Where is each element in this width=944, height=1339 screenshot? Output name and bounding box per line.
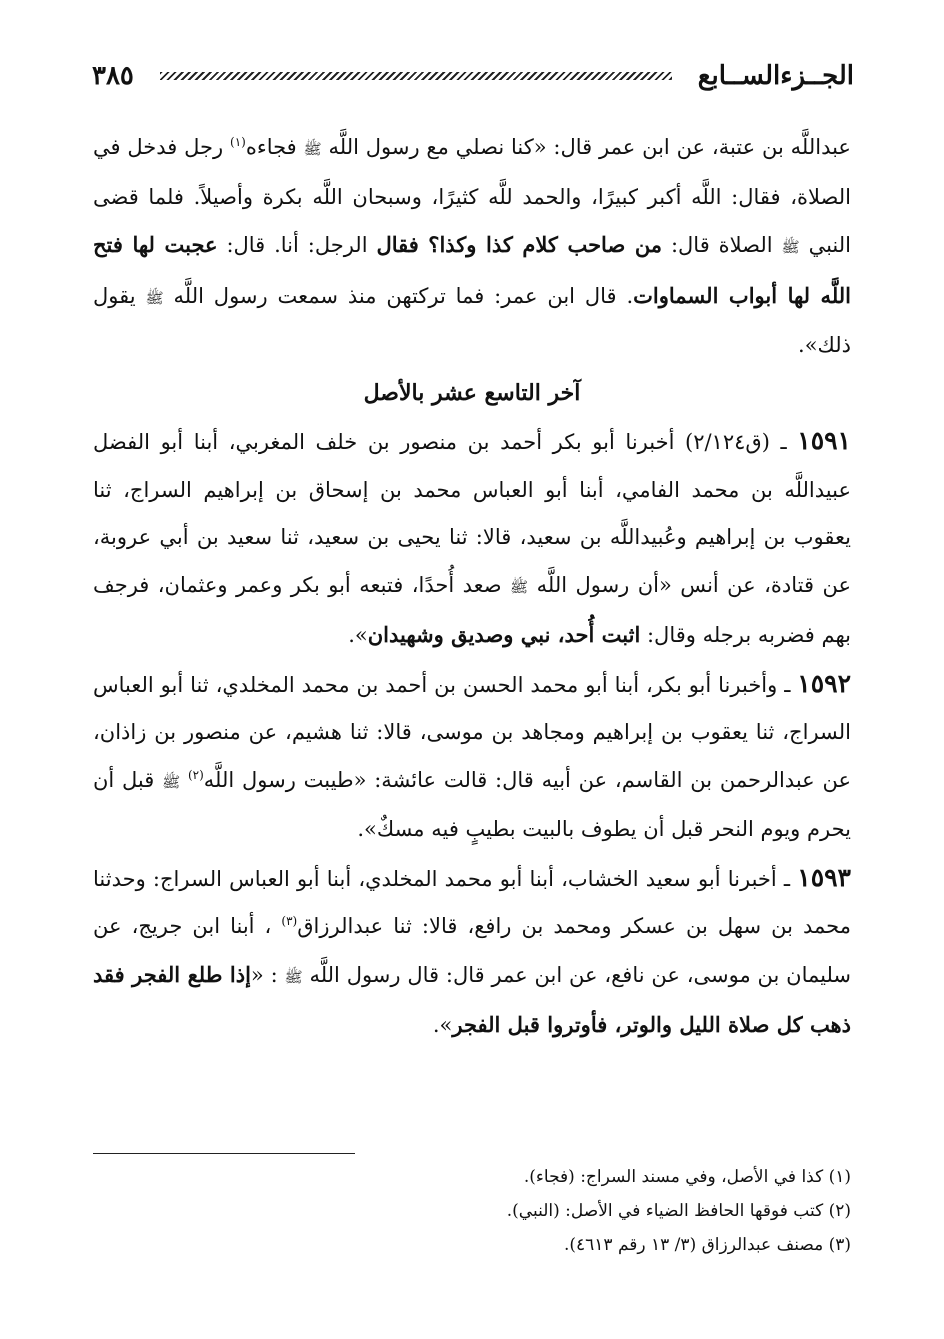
salutation-mark: ﷺ — [781, 238, 800, 256]
section-heading: آخر التاسع عشر بالأصل — [363, 379, 581, 406]
salutation-mark: ﷺ — [145, 288, 164, 307]
salutation-mark: ﷺ — [303, 140, 322, 158]
text-run: ـ وأخبرنا أبو بكر، أبنا أبو محمد الحسن بن أحمد بن محمد المخلدي، ثنا أبو العباس السراج، ثنا يعقوب بن إبراهيم ومجاهد بن موسى، قالا: ثنا هشيم، عن منصور بن زاذان، عن عبدالرحمن بن القاسم، عن أبيه قال: قالت عائشة: «طيبت رسول اللَّه — [93, 672, 851, 792]
text-run: فجاءه — [245, 135, 297, 159]
hadith-quote: إذا طلع الفجر فقد ذهب كل صلاة الليل والوتر، فأوتروا قبل الفجر — [93, 961, 851, 1037]
salutation-mark: ﷺ — [510, 577, 529, 596]
footnote-divider — [93, 1153, 355, 1154]
text-run: عبداللَّه بن عتبة، عن ابن عمر قال: «كنا نصلي مع رسول اللَّه — [328, 135, 851, 159]
page-header — [92, 56, 854, 96]
text-run: رجل فدخل في الصلاة، فقال: اللَّه أكبر كبيرًا، والحمد للَّه كثيرًا، وسبحان اللَّه بكرة وأصيلاً. فلما قضى النبي — [93, 135, 851, 257]
hadith-quote: عجبت لها فتح اللَّه لها أبواب السماوات — [93, 232, 851, 308]
text-run: : « — [250, 962, 278, 987]
intro-paragraph — [93, 124, 851, 370]
text-run: يقول ذلك». — [93, 283, 851, 357]
footnote-ref-2: (٢) — [187, 767, 204, 782]
hadith-number: ١٥٩٢ — [797, 668, 851, 698]
text-run: . قال ابن عمر: فما تركتهن منذ سمعت رسول اللَّه — [173, 283, 634, 308]
text-run: ». — [348, 623, 368, 647]
page-number: ٣٨٥ — [92, 61, 134, 91]
hadith-entry-1591 — [93, 417, 851, 660]
text-run: ». — [432, 1013, 453, 1037]
footnote-1: (١) كذا في الأصل، وفي مسند السراج: (فجاء). — [523, 1167, 851, 1187]
hadith-entry-1592 — [93, 660, 851, 854]
text-run: ـ (ق٢/١٢٤) أخبرنا أبو بكر أحمد بن منصور بن خلف المغربي، أبنا أبو الفضل عبيداللَّه بن محمد الفامي، أبنا أبو العباس محمد بن إسحاق بن إبراهيم السراج، ثنا يعقوب بن إبراهيم وعُبيداللَّه بن سعيد، قالا: ثنا يحيى بن سعيد، ثنا سعيد بن أبي عروبة، عن قتادة، عن أنس «أن رسول اللَّه — [93, 430, 851, 597]
footnote-2: (٢) كتب فوقها الحافظ الضياء في الأصل: (النبي). — [506, 1201, 851, 1221]
salutation-mark: ﷺ — [284, 967, 303, 986]
hadith-number: ١٥٩١ — [797, 426, 851, 455]
text-run: صعد أُحدًا، فتبعه أبو بكر وعمر وعثمان، فرجف بهم فضربه برجله وقال: — [93, 572, 851, 647]
running-title: الجــزءالســابع — [697, 61, 854, 91]
hadith-quote: اثبت أُحد، نبي وصديق وشهيدان — [367, 622, 641, 647]
hadith-entry-1593 — [93, 854, 851, 1050]
header-decorative-rule — [160, 72, 672, 80]
text-run: قبل أن يحرم ويوم النحر قبل أن يطوف بالبيت بطيبٍ فيه مسكٌ». — [93, 767, 851, 841]
footnote-ref-3: (٣) — [281, 914, 298, 928]
salutation-mark: ﷺ — [162, 772, 181, 791]
text-run: ـ أخبرنا أبو سعيد الخشاب، أبنا أبو محمد المخلدي، أبنا أبو العباس السراج: وحدثنا محمد بن سهل بن عسكر ومحمد بن رافع، قالا: ثنا عبدالرزاق — [93, 866, 851, 938]
text-run: الرجل: أنا. قال: — [226, 233, 368, 257]
footnotes — [93, 1160, 851, 1262]
footnote-3: (٣) مصنف عبدالرزاق (٣/ ١٣ رقم ٤٦١٣). — [563, 1235, 851, 1255]
main-text — [93, 124, 851, 1050]
hadith-quote: من صاحب كلام كذا وكذا؟ فقال — [376, 232, 663, 257]
footnote-ref-1: (١) — [230, 135, 246, 149]
hadith-number: ١٥٩٣ — [797, 862, 851, 892]
text-run: ، أبنا ابن جريج، عن سليمان بن موسى، عن نافع، عن ابن عمر قال: قال رسول اللَّه — [93, 914, 851, 987]
text-run: الصلاة قال: — [670, 233, 773, 257]
